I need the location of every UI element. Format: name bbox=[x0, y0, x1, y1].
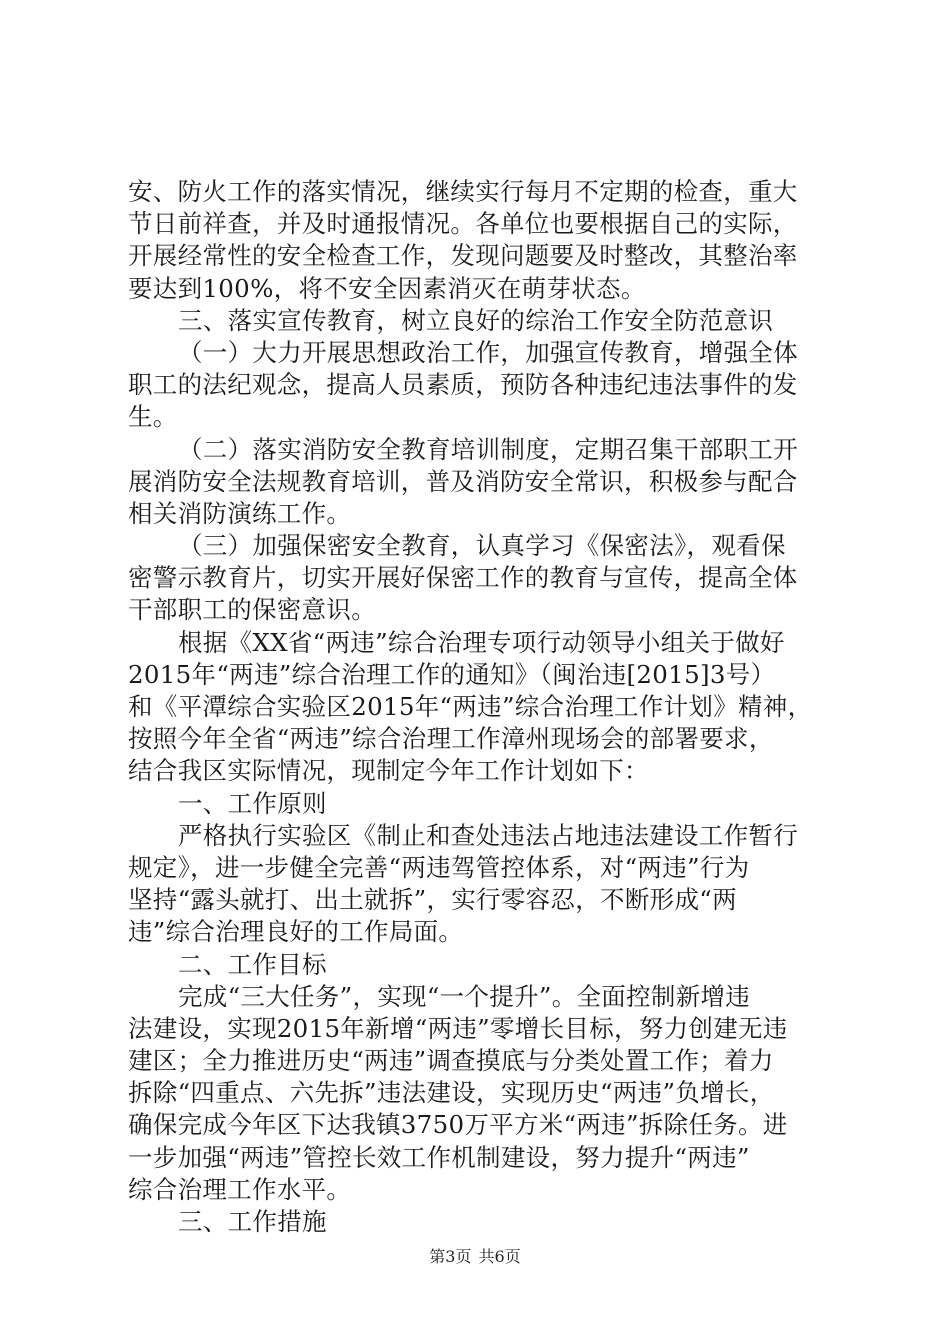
page-number: 第3页 bbox=[429, 1247, 472, 1266]
text-line: 二、工作目标 bbox=[178, 949, 327, 979]
text-line: 结合我区实际情况，现制定今年工作计划如下： bbox=[128, 756, 649, 786]
text-line: 和《平潭综合实验区2015年“两违”综合治理工作计划》精神， bbox=[128, 692, 813, 721]
text-line: 三、落实宣传教育，树立良好的综治工作安全防范意识 bbox=[178, 305, 774, 335]
text-line: 根据《XX省“两违”综合治理专项行动领导小组关于做好 bbox=[178, 627, 785, 657]
text-line: 一、工作原则 bbox=[178, 788, 327, 818]
text-line: 规定》，进一步健全完善“两违驾管控体系，对“两违”行为 bbox=[128, 852, 750, 882]
text-line: 密警示教育片，切实开展好保密工作的教育与宣传，提高全体 bbox=[128, 563, 798, 593]
page-total: 共6页 bbox=[478, 1247, 521, 1266]
text-line: 要达到100%，将不安全因素消灭在萌芽状态。 bbox=[128, 273, 646, 303]
text-line: 相关消防演练工作。 bbox=[128, 498, 352, 528]
text-line: 完成“三大任务”，实现“一个提升”。全面控制新增违 bbox=[178, 981, 751, 1011]
text-line: 开展经常性的安全检查工作，发现问题要及时整改，其整治率 bbox=[128, 241, 798, 271]
text-line: 一步加强“两违”管控长效工作机制建设，努力提升“两违” bbox=[128, 1142, 750, 1172]
text-line: （一）大力开展思想政治工作，加强宣传教育，增强全体 bbox=[178, 337, 798, 367]
text-line: 建区；全力推进历史“两违”调查摸底与分类处置工作；着力 bbox=[128, 1046, 774, 1076]
text-line: 拆除“四重点、六先拆”违法建设，实现历史“两违”负增长， bbox=[128, 1078, 775, 1108]
text-line: 综合治理工作水平。 bbox=[128, 1174, 352, 1204]
text-line: 违”综合治理良好的工作局面。 bbox=[128, 917, 464, 947]
text-line: 安、防火工作的落实情况，继续实行每月不定期的检查，重大 bbox=[128, 177, 798, 206]
text-line: 坚持“露头就打、出土就拆”，实行零容忍，不断形成“两 bbox=[128, 885, 737, 915]
text-line: （三）加强保密安全教育，认真学习《保密法》，观看保 bbox=[178, 531, 786, 561]
text-line: （二）落实消防安全教育培训制度，定期召集干部职工开 bbox=[178, 434, 798, 464]
page-footer bbox=[0, 1244, 950, 1267]
text-line: 按照今年全省“两违”综合治理工作漳州现场会的部署要求， bbox=[128, 724, 774, 754]
text-line: 确保完成今年区下达我镇3750万平方米“两违”拆除任务。进 bbox=[128, 1110, 788, 1140]
text-line: 生。 bbox=[128, 402, 178, 432]
text-line: 三、工作措施 bbox=[178, 1207, 327, 1236]
text-line: 严格执行实验区《制止和查处违法占地违法建设工作暂行 bbox=[178, 820, 798, 850]
text-line: 2015年“两违”综合治理工作的通知》（闽治违[2015]3号） bbox=[128, 659, 776, 689]
text-line: 职工的法纪观念，提高人员素质，预防各种违纪违法事件的发 bbox=[128, 370, 798, 400]
text-line: 节日前祥查，并及时通报情况。各单位也要根据自己的实际， bbox=[128, 209, 798, 239]
text-line: 展消防安全法规教育培训，普及消防安全常识，积极参与配合 bbox=[128, 466, 798, 496]
text-line: 干部职工的保密意识。 bbox=[128, 595, 376, 625]
document-body bbox=[128, 176, 838, 1238]
text-line: 法建设，实现2015年新增“两违”零增长目标，努力创建无违 bbox=[128, 1013, 788, 1043]
